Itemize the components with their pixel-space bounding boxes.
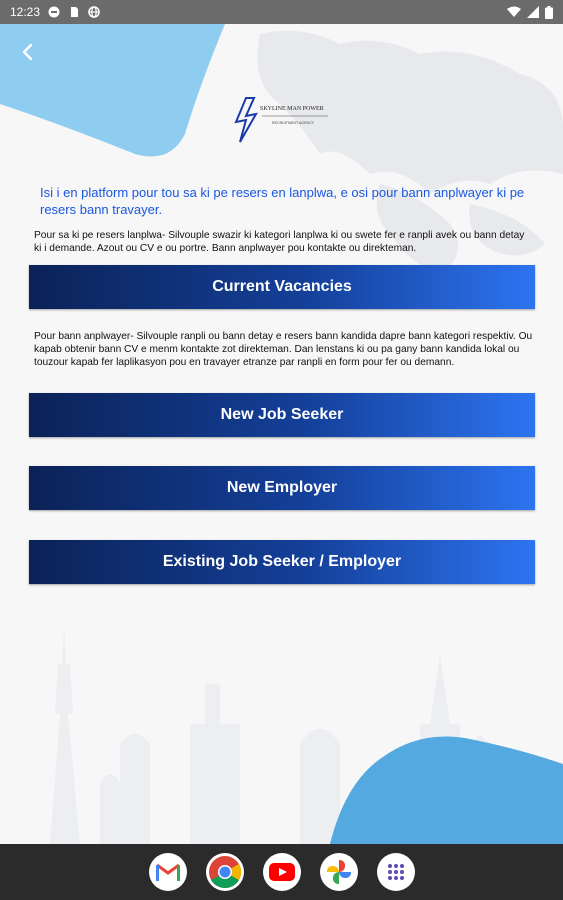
existing-user-label: Existing Job Seeker / Employer [162,553,402,570]
app-drawer-icon[interactable] [377,853,415,891]
signal-icon [527,6,539,18]
back-arrow-icon [18,42,38,62]
status-bar [0,0,563,24]
gmail-icon[interactable] [149,853,187,891]
current-vacancies-button[interactable] [29,265,535,309]
chrome-icon[interactable] [206,853,244,891]
job-seeker-info: Pour sa ki pe resers lanplwa- Silvouple swazir ki kategori lanplwa ki ou swete fer e ranpli avek ou bann detay ki i demande. Azout ou CV e ou portre. Bann anplwayer pou kontakte ou direkteman. [34,230,525,254]
battery-icon [545,6,553,19]
bottom-decor-shape [330,737,563,845]
new-job-seeker-button[interactable] [29,393,535,437]
employer-info: Pour bann anplwayer- Silvouple ranpli ou bann detay e resers bann kandida dapre bann kategori respektiv. Ou kapab obtenir bann CV e menm kontakte zot direkteman. Dan lenstans ki ou pa gany bann kandida lokal ou touzour kapab fer laplikasyon pou en travayer etranze par ranpli en form pour fer ou demann. [34,331,533,368]
app-dock [0,844,563,900]
youtube-icon[interactable] [263,853,301,891]
globe-icon [88,6,100,18]
new-employer-button[interactable] [29,466,535,510]
current-vacancies-label: Current Vacancies [212,278,352,295]
status-time: 12:23 [10,5,41,19]
logo-subtitle: RECRUITMENT AGENCY [272,121,315,125]
wifi-icon [507,6,521,18]
new-employer-label: New Employer [226,479,338,496]
company-logo [232,94,332,146]
logo-title: SKYLINE MAN POWER [260,106,324,112]
back-button[interactable] [14,38,42,66]
new-job-seeker-label: New Job Seeker [220,406,344,423]
circle-minus-icon [48,6,60,18]
existing-user-button[interactable] [29,540,535,584]
app-screen [0,24,563,844]
intro-text: Isi i en platform pour tou sa ki pe resers en lanplwa, e osi pour bann anplwayer ki pe resers bann travayer. [40,185,525,217]
photos-icon[interactable] [320,853,358,891]
sd-card-icon [68,6,80,18]
